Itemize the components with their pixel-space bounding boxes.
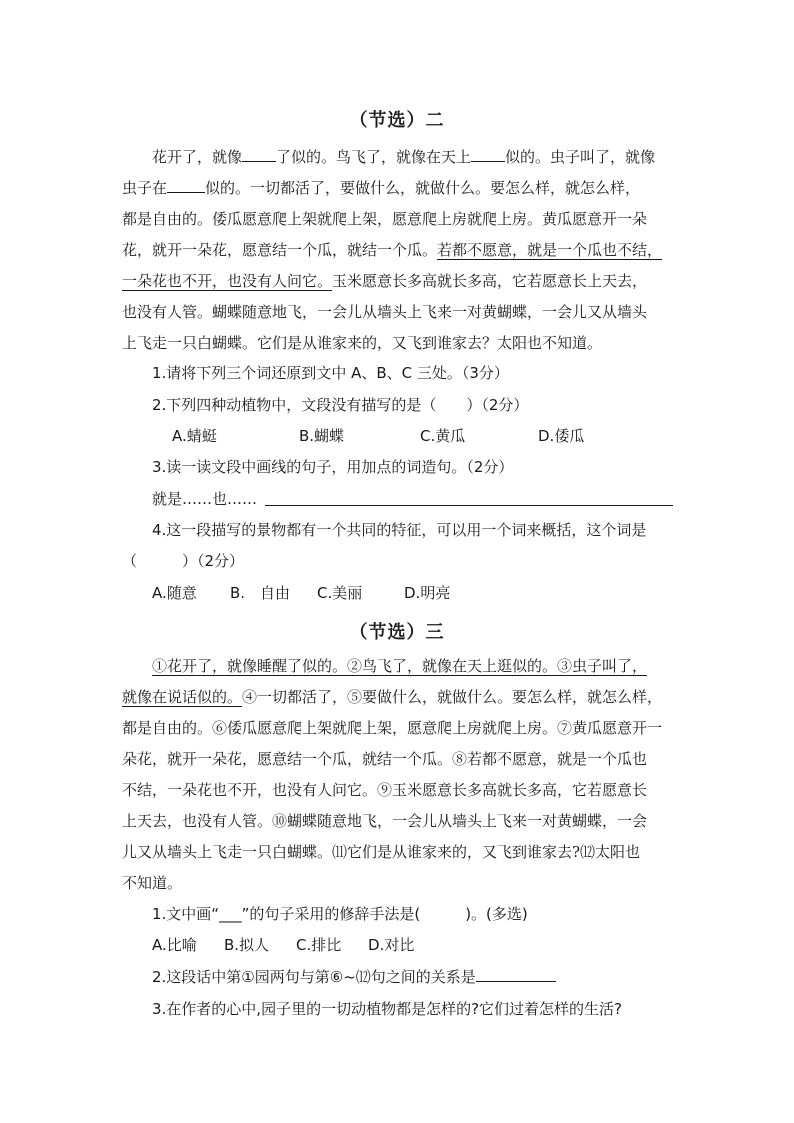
passage-3-line-8: 不知道。 bbox=[122, 874, 183, 892]
passage-3-line-6: 上天去，也没有人管。⑩蝴蝶随意地飞，一会儿从墙头上飞来一对黄蝴蝶，一会 bbox=[122, 812, 648, 830]
option-b[interactable]: B.拟人 bbox=[224, 936, 270, 954]
s2-question-4-cont: （ ）（2分） bbox=[122, 552, 245, 570]
s2-question-4: 4.这一段描写的景物都有一个共同的特征，可以用一个词来概括，这个词是 bbox=[152, 521, 647, 539]
s3-question-1: 1.文中画“___”的句子采用的修辞手法是( )。(多选) bbox=[152, 905, 528, 923]
passage-3-line-1 bbox=[152, 655, 647, 676]
passage-2-line-2: 虫子在 似的。一切都活了，要做什么，就做什么。要怎么样，就怎么样， bbox=[122, 179, 641, 197]
blank-a[interactable] bbox=[242, 147, 276, 162]
option-b[interactable]: B.蝴蝶 bbox=[299, 427, 345, 445]
underlined-sentence: 若都不愿意，就是一个瓜也不结， bbox=[437, 241, 663, 259]
option-c[interactable]: C.美丽 bbox=[317, 584, 363, 602]
passage-2-line-1: 花开了，就像 了似的。鸟飞了，就像在天上 似的。虫子叫了，就像 bbox=[152, 148, 656, 166]
s2-question-2: 2.下列四种动植物中，文段没有描写的是（ ）（2分） bbox=[152, 396, 529, 414]
passage-2-line-6: 也没有人管。蝴蝶随意地飞，一会儿从墙头上飞来一对黄蝴蝶，一会儿又从墙头 bbox=[122, 303, 648, 321]
s2-question-2-options bbox=[172, 425, 584, 446]
passage-3-line-3: 都是自由的。⑥倭瓜愿意爬上架就爬上架，愿意爬上房就爬上房。⑦黄瓜愿意开一 bbox=[122, 719, 663, 737]
passage-3-line-2: 就像在说话似的。④一切都活了，⑤要做什么，就做什么。要怎么样，就怎么样， bbox=[122, 688, 663, 706]
s2-question-4-options bbox=[152, 582, 450, 603]
section-3-title: （节选）三 bbox=[349, 622, 445, 643]
option-d[interactable]: D.明亮 bbox=[404, 584, 451, 602]
option-a[interactable]: A.蜻蜓 bbox=[172, 427, 217, 445]
passage-3-line-7: 儿又从墙头上飞走一只白蝴蝶。⑾它们是从谁家来的，又飞到谁家去?⑿太阳也 bbox=[122, 843, 641, 861]
option-c[interactable]: C.排比 bbox=[296, 936, 342, 954]
option-d[interactable]: D.对比 bbox=[368, 936, 415, 954]
option-a[interactable]: A.随意 bbox=[152, 584, 197, 602]
passage-3-line-4: 朵花，就开一朵花，愿意结一个瓜，就结一个瓜。⑧若都不愿意，就是一个瓜也 bbox=[122, 750, 648, 768]
passage-2-line-7: 上飞走一只白蝴蝶。它们是从谁家来的，又飞到谁家去？太阳也不知道。 bbox=[122, 334, 603, 352]
s2-question-3-answer-line[interactable] bbox=[265, 505, 673, 506]
s3-question-2-blank[interactable] bbox=[476, 967, 556, 982]
underlined-sentence-cont: 就像在说话似的。 bbox=[122, 688, 243, 706]
s2-question-3: 3.读一读文段中画线的句子，用加点的词造句。（2分） bbox=[152, 458, 514, 476]
passage-2-line-4: 花，就开一朵花，愿意结一个瓜，就结一个瓜。若都不愿意，就是一个瓜也不结， bbox=[122, 241, 663, 259]
blank-b[interactable] bbox=[471, 147, 505, 162]
section-2-title: （节选）二 bbox=[349, 110, 445, 131]
s3-question-1-options bbox=[152, 934, 414, 955]
option-a[interactable]: A.比喻 bbox=[152, 936, 197, 954]
s2-question-3-prompt: 就是……也…… bbox=[152, 490, 258, 508]
s3-question-2: 2.这段话中第①园两句与第⑥~⑿句之间的关系是 bbox=[152, 966, 556, 987]
underlined-sentence: ①花开了，就像睡醒了似的。②鸟飞了，就像在天上逛似的。③虫子叫了， bbox=[152, 657, 648, 675]
passage-2-line-3: 都是自由的。倭瓜愿意爬上架就爬上架，愿意爬上房就爬上房。黄瓜愿意开一朵 bbox=[122, 210, 648, 228]
option-d[interactable]: D.倭瓜 bbox=[538, 427, 585, 445]
passage-3-line-5: 不结，一朵花也不开，也没有人问它。⑨玉米愿意长多高就长多高，它若愿意长 bbox=[122, 781, 648, 799]
s3-question-3: 3.在作者的心中,园子里的一切动植物都是怎样的?它们过着怎样的生活? bbox=[152, 1000, 623, 1018]
underlined-sentence-cont: 一朵花也不开，也没有人问它。 bbox=[122, 272, 333, 290]
option-b[interactable]: B. 自由 bbox=[230, 584, 291, 602]
s2-question-1: 1.请将下列三个词还原到文中 A、B、C 三处。（3分） bbox=[152, 364, 509, 382]
option-c[interactable]: C.黄瓜 bbox=[420, 427, 466, 445]
passage-2-line-5: 一朵花也不开，也没有人问它。玉米愿意长多高就长多高，它若愿意长上天去， bbox=[122, 272, 648, 290]
blank-c[interactable] bbox=[167, 178, 205, 193]
